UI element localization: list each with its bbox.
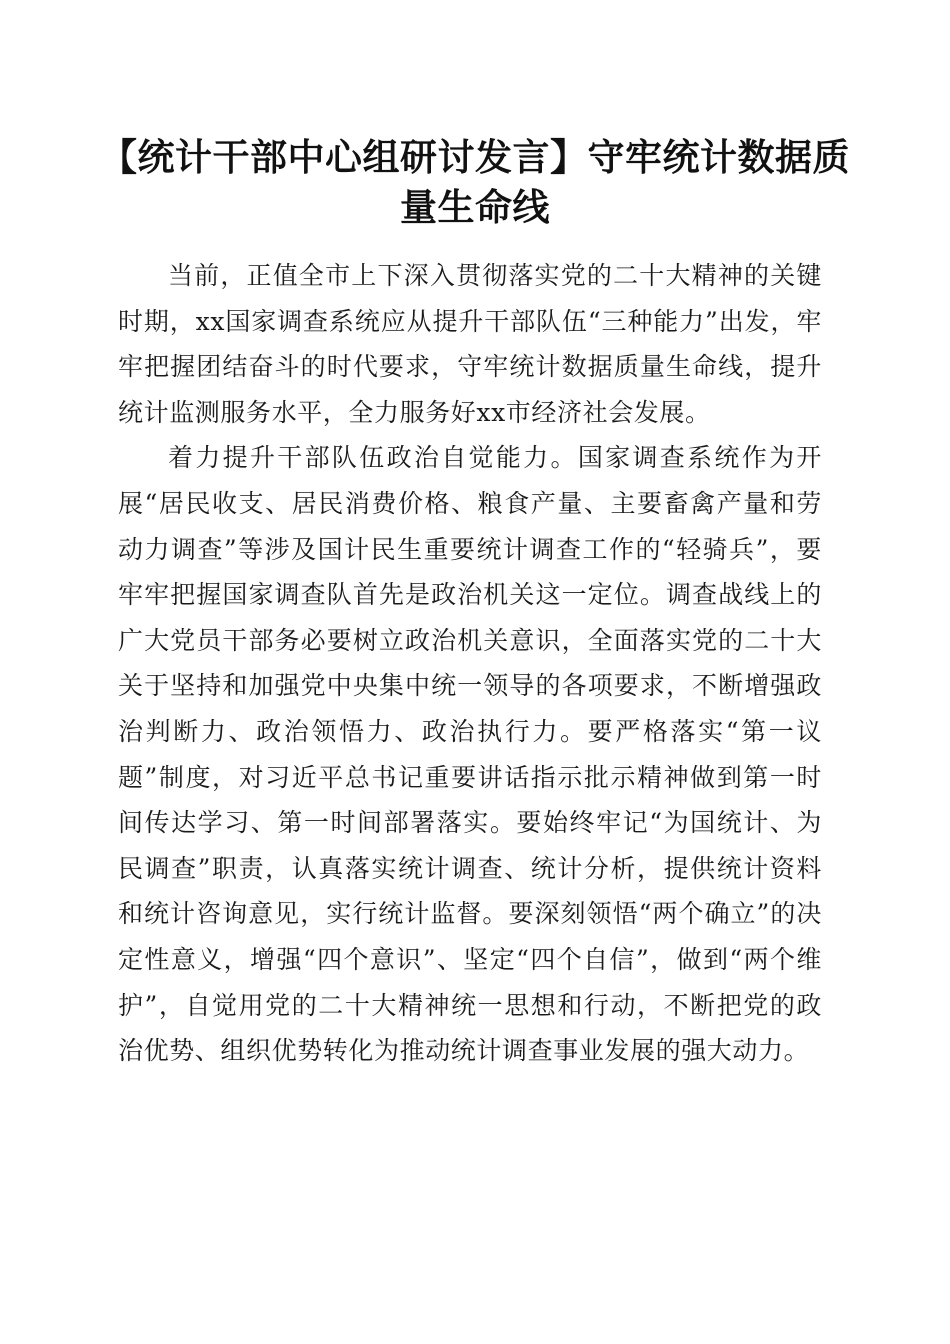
document-title bbox=[100, 132, 850, 232]
document-title-line-1: 【统计干部中心组研讨发言】守牢统计数据质 bbox=[100, 135, 850, 179]
paragraph-political-awareness: 着力提升干部队伍政治自觉能力。国家调查系统作为开展“居民收支、居民消费价格、粮食产量、主要畜禽产量和劳动力调查”等涉及国计民生重要统计调查工作的“轻骑兵”，要牢牢把握国家调查队首先是政治机关这一定位。调查战线上的广大党员干部务必要树立政治机关意识，全面落实党的二十大关于坚持和加强党中央集中统一领导的各项要求，不断增强政治判断力、政治领悟力、政治执行力。要严格落实“第一议题”制度，对习近平总书记重要讲话指示批示精神做到第一时间传达学习、第一时间部署落实。要始终牢记“为国统计、为民调查”职责，认真落实统计调查、统计分析，提供统计资料和统计咨询意见，实行统计监督。要深刻领悟“两个确立”的决定性意义，增强“四个意识”、坚定“四个自信”，做到“两个维护”，自觉用党的二十大精神统一思想和行动，不断把党的政治优势、组织优势转化为推动统计调查事业发展的强大动力。 bbox=[118, 443, 822, 1066]
document-title-line-2: 量生命线 bbox=[400, 185, 550, 229]
paragraph-intro: 当前，正值全市上下深入贯彻落实党的二十大精神的关键时期，xx国家调查系统应从提升干部队伍“三种能力”出发，牢牢把握团结奋斗的时代要求，守牢统计数据质量生命线，提升统计监测服务水平，全力服务好xx市经济社会发展。 bbox=[118, 261, 822, 427]
document-body bbox=[118, 253, 822, 1074]
